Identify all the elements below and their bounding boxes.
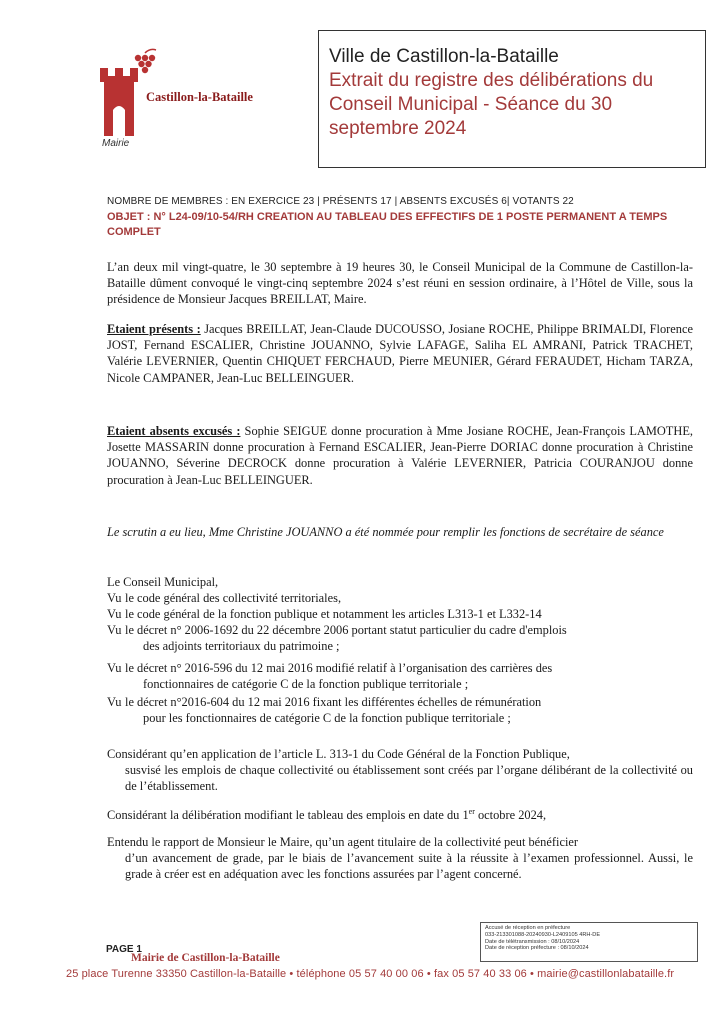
- council-heading: Le Conseil Municipal,: [107, 575, 219, 589]
- vu-label: Vu: [107, 623, 122, 637]
- considerant2-end: octobre 2024,: [474, 808, 547, 823]
- vu-item: [107, 590, 693, 606]
- stamp-line: Accusé de réception en préfecture: [485, 925, 571, 931]
- stamp-line: Date de télétransmission : 08/10/2024: [485, 938, 580, 945]
- absents-text: Sophie SEIGUE donne procuration à Mme Josiane ROCHE, Jean-François LAMOTHE, Josette MASSARIN donne procuration à Fernand ESCALIER, Jean-Pierre DORIAC donne procuration à Christine JOUANNO, Séverine DECROCK donne procuration à Valérie LEVERNIER, Patricia COURANJOU donne procuration à Jean-Luc BELLEINGUER.: [107, 424, 693, 487]
- footer-mairie-name: Mairie de Castillon-la-Bataille: [131, 952, 280, 964]
- entendu-paragraph: [107, 834, 693, 883]
- stamp-line: 033-213301088-20240930-L2409105 4RH-DE: [485, 931, 601, 938]
- header-title: Extrait du registre des délibérations du Conseil Municipal - Séance du 30 septembre 2024: [329, 70, 654, 139]
- intro-paragraph: L’an deux mil vingt-quatre, le 30 septembre à 19 heures 30, le Conseil Municipal de la Commune de Castillon-la-Bataille dûment convoqué le vingt-cinq septembre 2024 s’est réuni en session ordinaire, à l’Hôtel de Ville, sous la présidence de Monsieur Jacques BREILLAT, Maire.: [107, 260, 693, 307]
- vu-item: [107, 660, 693, 692]
- vu-label: Vu: [107, 695, 122, 709]
- footer-address: 25 place Turenne 33350 Castillon-la-Bataille • téléphone 05 57 40 00 06 • fax 05 57 40 33 06 • mairie@castillonlabataille.fr: [66, 968, 675, 980]
- considerant-first: Considérant qu’en application de l’article L. 313-1 du Code Général de la Fonction Publique,: [107, 747, 570, 761]
- vu-text-cont: des adjoints territoriaux du patrimoine ;: [143, 639, 340, 654]
- header-city: Ville de Castillon-la-Bataille: [329, 46, 559, 67]
- considerant-cont: susvisé les emplois de chaque collectivité ou établissement sont créés par l’organe délibérant de la collectivité ou de l’établissement.: [125, 763, 693, 794]
- vu-text: le décret n° 2006-1692 du 22 décembre 2006 portant statut particulier du cadre d'emplois: [125, 623, 567, 637]
- stamp-line: Date de réception préfecture : 08/10/2024: [485, 945, 589, 952]
- page-number: PAGE 1: [106, 944, 142, 955]
- considerant2-sup: er: [468, 807, 475, 816]
- vu-text: le décret n° 2016-596 du 12 mai 2016 modifié relatif à l’organisation des carrières des: [125, 661, 553, 675]
- presents-text: Jacques BREILLAT, Jean-Claude DUCOUSSO, Josiane ROCHE, Philippe BRIMALDI, Florence JOST, Fernand ESCALIER, Christine JOUANNO, Sylvie LAFAGE, Saliha EL AMRANI, Patrick TRACHET, Valérie LEVERNIER, Quentin CHIQUET FERCHAUD, Pierre MEUNIER, Gérard FERAUDET, Hicham TARZA, Nicole CAMPANER, Jean-Luc BELLEINGUER.: [107, 322, 693, 385]
- vu-item: [107, 694, 693, 726]
- absents-paragraph: [107, 423, 693, 488]
- considerant-paragraph: [107, 746, 693, 795]
- vu-label: Vu: [107, 607, 122, 621]
- logo-subtitle: Mairie: [102, 138, 130, 149]
- vu-label: Vu: [107, 661, 122, 675]
- absents-label: Etaient absents excusés :: [107, 424, 241, 438]
- considerant-deliberation: [107, 804, 693, 823]
- entendu-cont: d’un avancement de grade, par le biais de l’avancement suite à la réussite à l’examen professionnel. Aussi, le grade à créer est en adéquation avec les fonctions assurées par l’agent concerné.: [125, 851, 693, 882]
- logo-name: Castillon-la-Bataille: [146, 90, 253, 104]
- vu-item: [107, 606, 693, 622]
- presents-paragraph: [107, 321, 693, 386]
- prefecture-stamp: [480, 922, 698, 962]
- header-box: [318, 30, 706, 168]
- vu-text-cont: pour les fonctionnaires de catégorie C de la fonction publique territoriale ;: [143, 711, 511, 726]
- vu-label: Vu: [107, 591, 122, 605]
- tower-icon: [100, 68, 138, 136]
- vu-text: le décret n°2016-604 du 12 mai 2016 fixant les différentes échelles de rémunération: [125, 695, 542, 709]
- objet-title: OBJET : N° L24-09/10-54/RH CREATION AU TABLEAU DES EFFECTIFS DE 1 POSTE PERMANENT A TEMPS COMPLET: [107, 211, 668, 238]
- entendu-first: Entendu le rapport de Monsieur le Maire, qu’un agent titulaire de la collectivité peut bénéficier: [107, 835, 579, 849]
- vu-text-cont: fonctionnaires de catégorie C de la fonction publique territoriale ;: [143, 677, 469, 692]
- vu-item: [107, 622, 693, 654]
- considerant2-text: Considérant la délibération modifiant le tableau des emplois en date du 1: [107, 808, 469, 823]
- members-count: NOMBRE DE MEMBRES : EN EXERCICE 23 | PRÉSENTS 17 | ABSENTS EXCUSÉS 6| VOTANTS 22: [107, 196, 574, 207]
- vu-text: le code général de la fonction publique et notamment les articles L313-1 et L332-14: [125, 607, 542, 621]
- scrutin-paragraph: Le scrutin a eu lieu, Mme Christine JOUANNO a été nommée pour remplir les fonctions de secrétaire de séance: [107, 525, 664, 539]
- presents-label: Etaient présents :: [107, 322, 201, 336]
- vu-text: le code général des collectivité territoriales,: [125, 591, 342, 605]
